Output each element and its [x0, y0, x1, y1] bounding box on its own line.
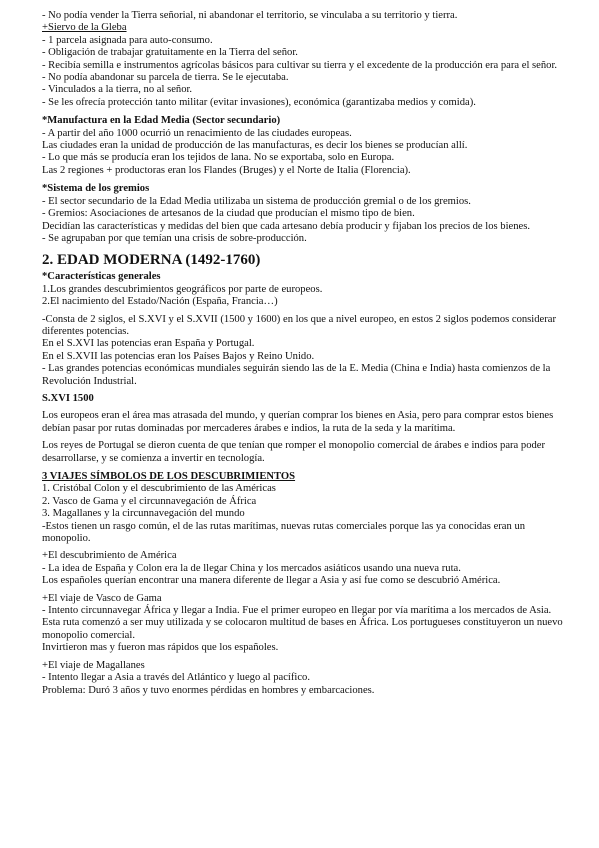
text-line: Problema: Duró 3 años y tuvo enormes pérdidas en hombres y embarcaciones. [42, 684, 375, 696]
text-line: - Se agrupaban por que temían una crisis de sobre-producción. [42, 232, 307, 244]
text-line: - El sector secundario de la Edad Media utilizaba un sistema de producción gremial o de los gremios. [42, 195, 471, 207]
caracteristicas-heading: *Características generales [42, 271, 161, 283]
text-line: - A partir del año 1000 ocurrió un renacimiento de las ciudades europeas. [42, 127, 352, 139]
sxvi-heading: S.XVI 1500 [42, 392, 94, 404]
text-line: - Se les ofrecía protección tanto militar (evitar invasiones), económica (garantizaba medios y comida). [42, 96, 476, 108]
text-line: - Gremios: Asociaciones de artesanos de la ciudad que producían el mismo tipo de bien. [42, 208, 415, 220]
gremios-section [42, 183, 563, 245]
text-line: - Intento circunnavegar África y llegar a India. Fue el primer europeo en llegar por vía marítima a los mercados de Asia. Esta ruta comenzó a ser muy utilizada y se colocaron multitud de bases en África. Los portugueses constituyeron un nuevo monopolio comercial. [42, 605, 563, 641]
text-line: Las 2 regiones + productoras eran los Flandes (Bruges) y el Norte de Italia (Florencia). [42, 164, 411, 176]
america-section [42, 550, 563, 587]
gremios-heading: *Sistema de los gremios [42, 183, 150, 195]
text-line: Decidían las características y medidas del bien que cada artesano debía producir y fijaban los precios de los bienes. [42, 220, 531, 232]
caracteristicas-detail [42, 314, 563, 388]
text-line: Invirtieron mas y fueron mas rápidos que los españoles. [42, 642, 279, 654]
text-line: 1.Los grandes descubrimientos geográficos por parte de europeos. [42, 283, 323, 295]
text-line: - Recibía semilla e instrumentos agrícolas básicos para cultivar su tierra y el excedente de la producción era para el señor. [42, 59, 558, 71]
magallanes-section [42, 660, 563, 697]
gama-section [42, 593, 563, 655]
text-line: - Obligación de trabajar gratuitamente en la Tierra del señor. [42, 47, 298, 59]
viajes-heading: 3 VIAJES SÍMBOLOS DE LOS DESCUBRIMIENTOS [42, 471, 296, 482]
text-line: - Lo que más se producía eran los tejidos de lana. No se exportaba, solo en Europa. [42, 152, 395, 164]
gama-heading: +El viaje de Vasco de Gama [42, 592, 162, 604]
text-line: Las ciudades eran la unidad de producción de las manufacturas, es decir los bienes se producían allí. [42, 140, 468, 152]
america-heading: +El descubrimiento de América [42, 550, 177, 562]
caracteristicas-section [42, 271, 563, 388]
text-line: -Consta de 2 siglos, el S.XVI y el S.XVII (1500 y 1600) en los que a nivel europeo, en estos 2 siglos podemos considerar diferentes potencias. [42, 313, 557, 337]
viajes-section [42, 471, 563, 545]
text-line: - 1 parcela asignada para auto-consumo. [42, 34, 213, 46]
edad-moderna-heading: 2. EDAD MODERNA (1492-1760) [42, 252, 261, 269]
manufactura-heading: *Manufactura en la Edad Media (Sector secundario) [42, 115, 281, 127]
text-line: En el S.XVII las potencias eran los Países Bajos y Reino Unido. [42, 350, 315, 362]
text-line: 1. Cristóbal Colon y el descubrimiento de las Américas [42, 483, 276, 495]
text-line: - No podía vender la Tierra señorial, ni abandonar el territorio, se vinculaba a su territorio y tierra. [42, 10, 458, 21]
siervo-section [42, 22, 563, 109]
text-line: Los españoles querían encontrar una manera diferente de llegar a Asia y así fue como se descubrió América. [42, 575, 501, 587]
intro-block [42, 10, 563, 22]
sxvi-section [42, 393, 563, 465]
text-line: -Estos tienen un rasgo común, el de las rutas marítimas, nuevas rutas comerciales porque las ya conocidas eran un monopolio. [42, 520, 526, 545]
text-line: 2. Vasco de Gama y el circunnavegación de África [42, 495, 257, 507]
text-line: Los reyes de Portugal se dieron cuenta de que tenían que romper el monopolio comercial de árabes e indios para poder desarrollarse, y se comienza a invertir en tecnología. [42, 440, 546, 464]
text-line: Los europeos eran el área mas atrasada del mundo, y querían comprar los bienes en Asia, pero para comprar estos bienes debían pasar por rutas dominadas por mercaderes árabes e indios, la ruta de la seda y la marítima. [42, 410, 554, 434]
text-line: 2.El nacimiento del Estado/Nación (España, Francia…) [42, 296, 278, 308]
text-line: - La idea de España y Colon era la de llegar China y los mercados asiáticos usando una nueva ruta. [42, 562, 461, 574]
manufactura-section [42, 115, 563, 177]
text-line: - Vinculados a la tierra, no al señor. [42, 84, 193, 96]
text-line: - Intento llegar a Asia a través del Atlántico y luego al pacífico. [42, 672, 310, 684]
magallanes-heading: +El viaje de Magallanes [42, 659, 145, 671]
text-line: En el S.XVI las potencias eran España y Portugal. [42, 338, 255, 350]
text-line: - No podía abandonar su parcela de tierra. Se le ejecutaba. [42, 72, 289, 84]
text-line: - Las grandes potencias económicas mundiales seguirán siendo las de la E. Media (China e India) hasta comienzos de la Revolución Industrial. [42, 363, 551, 387]
text-line: 3. Magallanes y la circunnavegación del mundo [42, 508, 245, 520]
siervo-heading: +Siervo de la Gleba [42, 22, 127, 34]
